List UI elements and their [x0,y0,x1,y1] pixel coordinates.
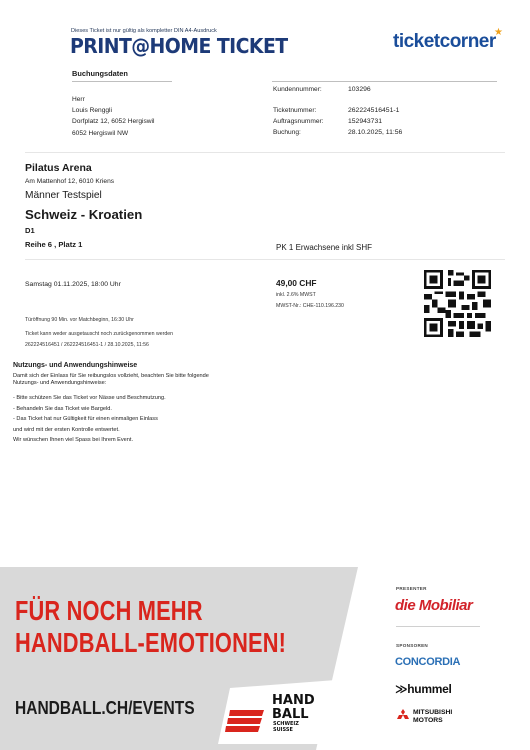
sector: D1 [25,226,35,235]
hummel-icon: ≫ [395,682,408,696]
logo-text-suisse: SUISSE [273,727,293,733]
divider [25,152,505,153]
price-category: PK 1 Erwachsene inkl SHF [276,243,373,252]
ticket-number-value: 262224516451-1 [348,107,400,114]
presenter-label: PRESENTER [396,586,427,591]
booking-date-value: 28.10.2025, 11:56 [348,129,403,137]
order-number-label: Auftragsnummer: [273,118,324,126]
usage-line: Wir wünschen Ihnen viel Spass bei Ihrem Event. [13,437,134,444]
ticketcorner-logo: ticketcorner [393,31,496,52]
mitsubishi-logo-line1: MITSUBISHI [413,709,453,716]
usage-intro: Damit sich der Einlass für Sie reibungslos vollzieht, beachten Sie bitte folgende Nutzungs- und Anwendungshinweise: [13,373,209,387]
events-url: HANDBALL.CH/EVENTS [15,697,195,718]
validity-note: Dieses Ticket ist nur gültig als kompletter DIN A4-Ausdruck [71,28,217,34]
customer-address [72,94,154,139]
match-title: Schweiz - Kroatien [25,207,143,222]
divider [25,259,505,260]
mitsubishi-logo-line2: MOTORS [413,717,443,724]
logo-text-schweiz: SCHWEIZ [273,721,299,727]
doors-info: Türöffnung 90 Min. vor Matchbeginn, 16:30 Uhr [25,317,134,323]
customer-city: 6052 Hergiswil NW [72,129,129,137]
customer-street: Dorfplatz 12, 6052 Hergiswil [72,118,155,126]
customer-name: Louis Renggli [72,107,112,115]
customer-number-label: Kundennummer: [273,86,322,93]
exchange-notice: Ticket kann weder ausgetauscht noch zurückgenommen werden [25,331,174,337]
usage-line: - Behandeln Sie das Ticket wie Bargeld. [13,405,112,412]
ticket-number-label: Ticketnummer: [273,107,317,114]
order-number-value: 152943731 [348,118,383,126]
booking-section-title: Buchungsdaten [72,69,128,78]
usage-title: Nutzungs- und Anwendungshinweise [13,362,138,369]
concordia-logo: CONCORDIA [395,656,461,668]
customer-number-value: 103296 [348,86,371,93]
divider [272,81,497,82]
star-icon: ★ [494,27,503,38]
vat-number: MWST-Nr.: CHE-110.196.230 [276,303,344,309]
event-datetime: Samstag 01.11.2025, 18:00 Uhr [25,281,121,288]
qr-code [424,270,491,337]
banner-headline-2: HANDBALL-EMOTIONEN! [15,627,287,658]
venue-name: Pilatus Arena [25,162,92,174]
venue-address: Am Mattenhof 12, 6010 Kriens [25,178,115,185]
salutation: Herr [72,96,85,103]
vat-info: inkl. 2.6% MWST [276,292,316,298]
logo-text-ball: BALL [272,707,309,722]
usage-line: - Das Ticket hat nur Gültigkeit für einen einmaligen Einlass [13,416,158,423]
seat-info: Reihe 6 , Platz 1 [25,240,83,249]
mobiliar-logo: die Mobiliar [395,597,473,614]
sponsors-label: SPONSOREN [396,643,429,648]
divider [396,626,480,627]
usage-list [13,393,166,446]
event-type: Männer Testspiel [25,190,102,201]
divider [72,81,172,82]
booking-date-label: Buchung: [273,129,301,137]
usage-line: und wird mit der ersten Kontrolle entwertet. [13,426,120,433]
logo-text-hand: HAND [272,693,315,708]
booking-labels [273,105,324,139]
ticket-title: PRINT@HOME TICKET [70,34,288,58]
hummel-logo: ≫hummel [395,682,452,696]
ticket-references: 262224516451 / 262224516451-1 / 28.10.2025, 11:56 [25,342,149,348]
banner-headline-1: FÜR NOCH MEHR [15,595,203,626]
booking-values [348,105,402,139]
usage-line: - Bitte schützen Sie das Ticket vor Nässe und Beschmutzung. [13,395,166,401]
handball-logo [218,680,336,744]
ticket-price: 49,00 CHF [276,278,317,288]
mitsubishi-icon [396,709,410,721]
